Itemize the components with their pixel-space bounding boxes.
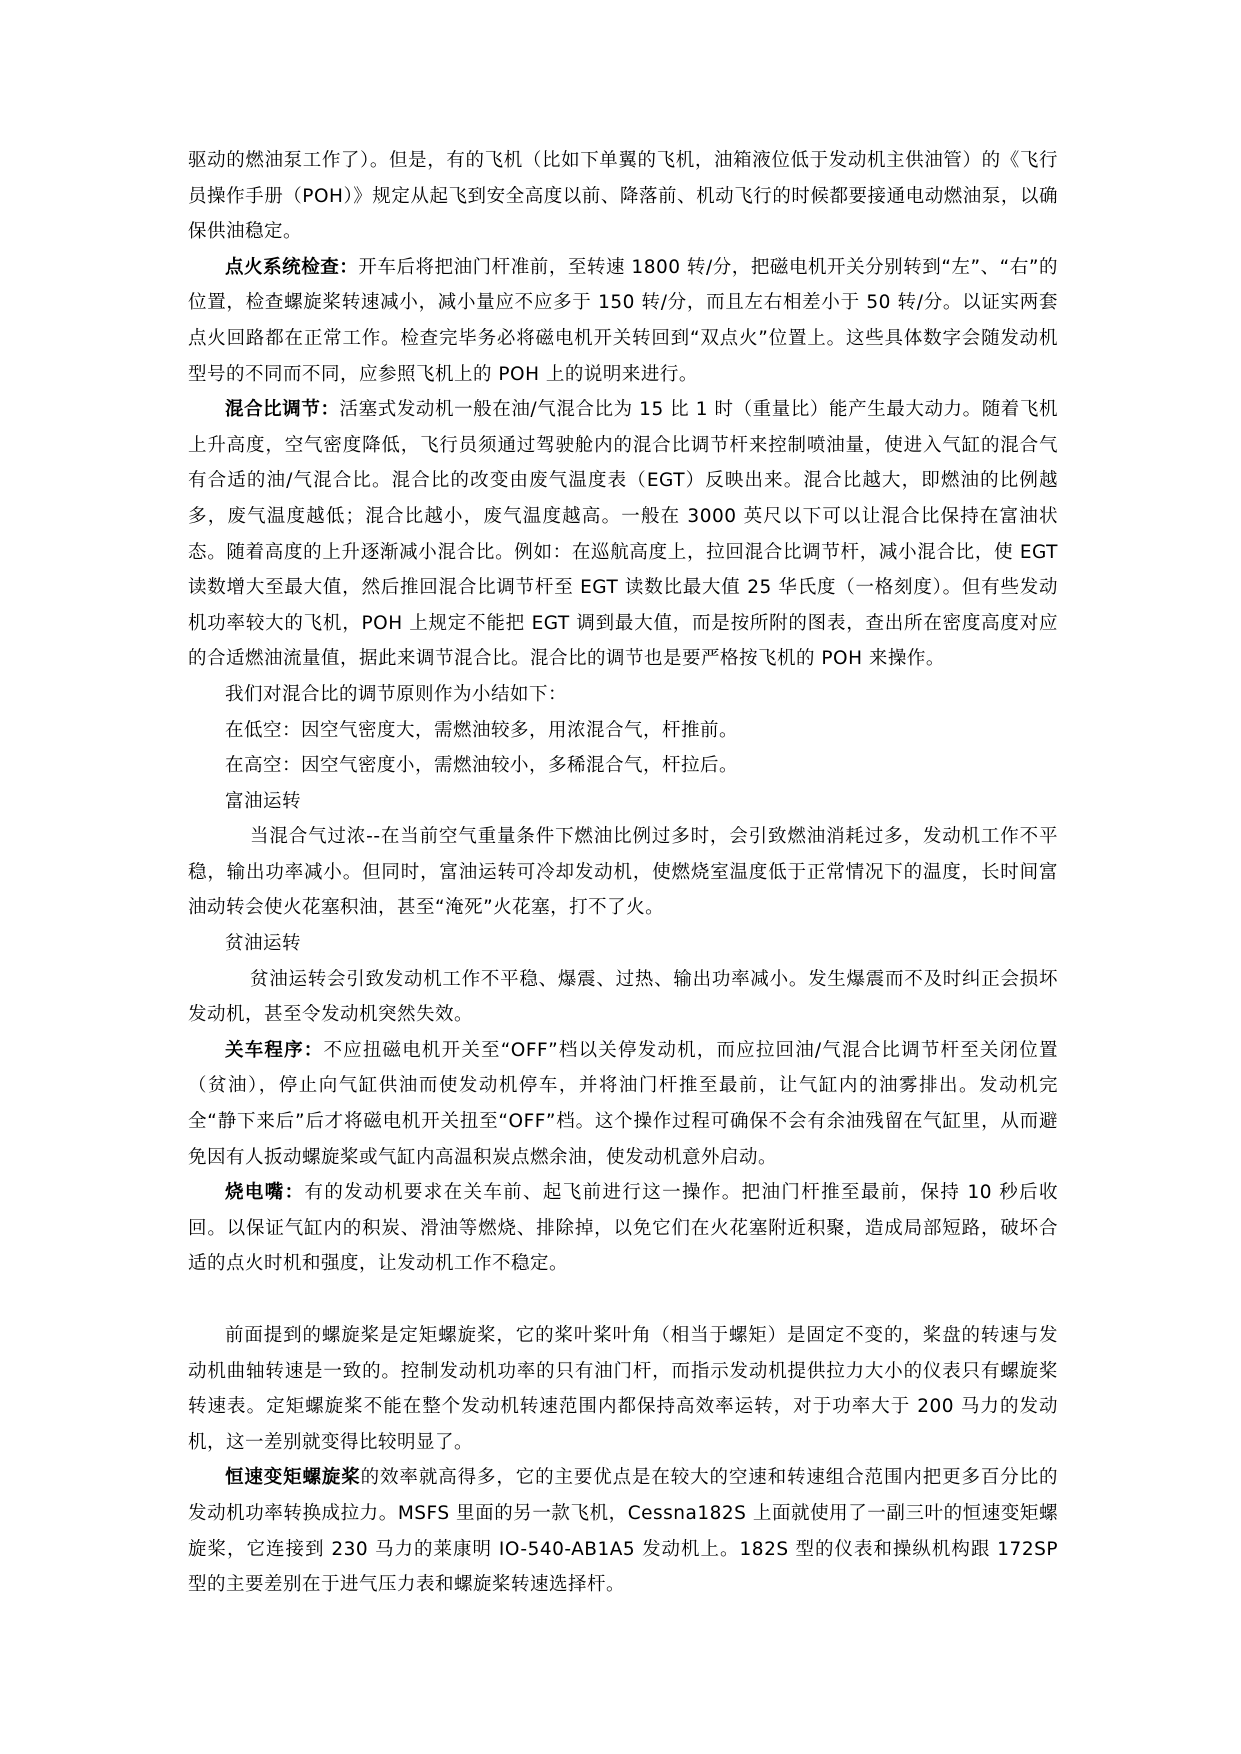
document-page — [188, 143, 1058, 1603]
paragraph-low-altitude: 在低空：因空气密度大，需燃油较多，用浓混合气，杆推前。 — [225, 719, 739, 741]
paragraph-rich-running: 当混合气过浓--在当前空气重量条件下燃油比例过多时，会引致燃油消耗过多，发动机工作不平稳，输出功率减小。但同时，富油运转可冷却发动机，使燃烧室温度低于正常情况下的温度，长时间富油动转会使火花塞积油，甚至“淹死”火花塞，打不了火。 — [188, 826, 1058, 919]
paragraph-constant-speed-propeller — [188, 1460, 1058, 1602]
section-title-shutdown: 关车程序： — [225, 1039, 324, 1061]
paragraph-summary-intro: 我们对混合比的调节原则作为小结如下： — [225, 683, 568, 705]
paragraph-fixed-propeller: 前面提到的螺旋桨是定矩螺旋桨，它的桨叶桨叶角（相当于螺矩）是固定不变的，桨盘的转速与发动机曲轴转速是一致的。控制发动机功率的只有油门杆，而指示发动机提供拉力大小的仪表只有螺旋桨转速表。定矩螺旋桨不能在整个发动机转速范围内都保持高效率运转，对于功率大于 200 马力的发动机，这一差别就变得比较明显了。 — [188, 1325, 1058, 1453]
paragraph-shutdown — [188, 1033, 1058, 1175]
subtitle-lean-running: 贫油运转 — [225, 933, 302, 955]
paragraph-gap — [188, 1282, 1058, 1318]
paragraph-lean-running: 贫油运转会引致发动机工作不平稳、爆震、过热、输出功率减小。发生爆震而不及时纠正会损坏发动机，甚至令发动机突然失效。 — [188, 968, 1058, 1026]
section-title-constant-speed: 恒速变矩螺旋桨 — [225, 1467, 361, 1489]
constant-speed-body: 的效率就高得多，它的主要优点是在较大的空速和转速组合范围内把更多百分比的发动机功率转换成拉力。MSFS 里面的另一款飞机，Cessna182S 上面就使用了一副三叶的恒速变矩螺旋桨，它连接到 230 马力的莱康明 IO-540-AB1A5 发动机上。182S 型的仪表和操纵机构跟 172SP 型的主要差别在于进气压力表和螺旋桨转速选择杆。 — [188, 1467, 1058, 1596]
ignition-body: 开车后将把油门杆准前，至转速 1800 转/分，把磁电机开关分别转到“左”、“右”的位置，检查螺旋桨转速减小，减小量应不应多于 150 转/分，而且左右相差小于 50 转/分。以证实两套点火回路都在正常工作。检查完毕务必将磁电机开关转回到“双点火”位置上。这些具体数字会随发动机型号的不同而不同，应参照飞机上的 POH 上的说明来进行。 — [188, 256, 1058, 385]
paragraph-mixture — [188, 392, 1058, 677]
plug-burn-body: 有的发动机要求在关车前、起飞前进行这一操作。把油门杆推至最前，保持 10 秒后收回。以保证气缸内的积炭、滑油等燃烧、排除掉，以免它们在火花塞附近积聚，造成局部短路，破坏合适的点火时机和强度，让发动机工作不稳定。 — [188, 1182, 1058, 1275]
shutdown-body: 不应扭磁电机开关至“OFF”档以关停发动机，而应拉回油/气混合比调节杆至关闭位置（贫油），停止向气缸供油而使发动机停车，并将油门杆推至最前，让气缸内的油雾排出。发动机完全“静下来后”后才将磁电机开关扭至“OFF”档。这个操作过程可确保不会有余油残留在气缸里，从而避免因有人扳动螺旋桨或气缸内高温积炭点燃余油，使发动机意外启动。 — [188, 1039, 1058, 1168]
paragraph-plug-burn — [188, 1175, 1058, 1282]
paragraph-high-altitude: 在高空：因空气密度小，需燃油较小，多稀混合气，杆拉后。 — [225, 755, 739, 777]
mixture-body: 活塞式发动机一般在油/气混合比为 15 比 1 时（重量比）能产生最大动力。随着飞机上升高度，空气密度降低，飞行员须通过驾驶舱内的混合比调节杆来控制喷油量，使进入气缸的混合气有合适的油/气混合比。混合比的改变由废气温度表（EGT）反映出来。混合比越大，即燃油的比例越多，废气温度越低；混合比越小，废气温度越高。一般在 3000 英尺以下可以让混合比保持在富油状态。随着高度的上升逐渐减小混合比。例如：在巡航高度上，拉回混合比调节杆，减小混合比，使 EGT 读数增大至最大值，然后推回混合比调节杆至 EGT 读数比最大值 25 华氏度（一格刻度）。但有些发动机功率较大的飞机，POH 上规定不能把 EGT 调到最大值，而是按所附的图表，查出所在密度高度对应的合适燃油流量值，据此来调节混合比。混合比的调节也是要严格按飞机的 POH 来操作。 — [188, 399, 1058, 670]
subtitle-rich-running: 富油运转 — [225, 790, 302, 812]
section-title-mixture: 混合比调节： — [225, 399, 340, 421]
section-title-plug-burn: 烧电嘴： — [225, 1182, 305, 1204]
section-title-ignition: 点火系统检查： — [225, 256, 359, 278]
paragraph-ignition-check — [188, 250, 1058, 392]
paragraph-fuel-pump: 驱动的燃油泵工作了）。但是，有的飞机（比如下单翼的飞机，油箱液位低于发动机主供油管）的《飞行员操作手册（POH）》规定从起飞到安全高度以前、降落前、机动飞行的时候都要接通电动燃油泵，以确保供油稳定。 — [188, 150, 1058, 243]
